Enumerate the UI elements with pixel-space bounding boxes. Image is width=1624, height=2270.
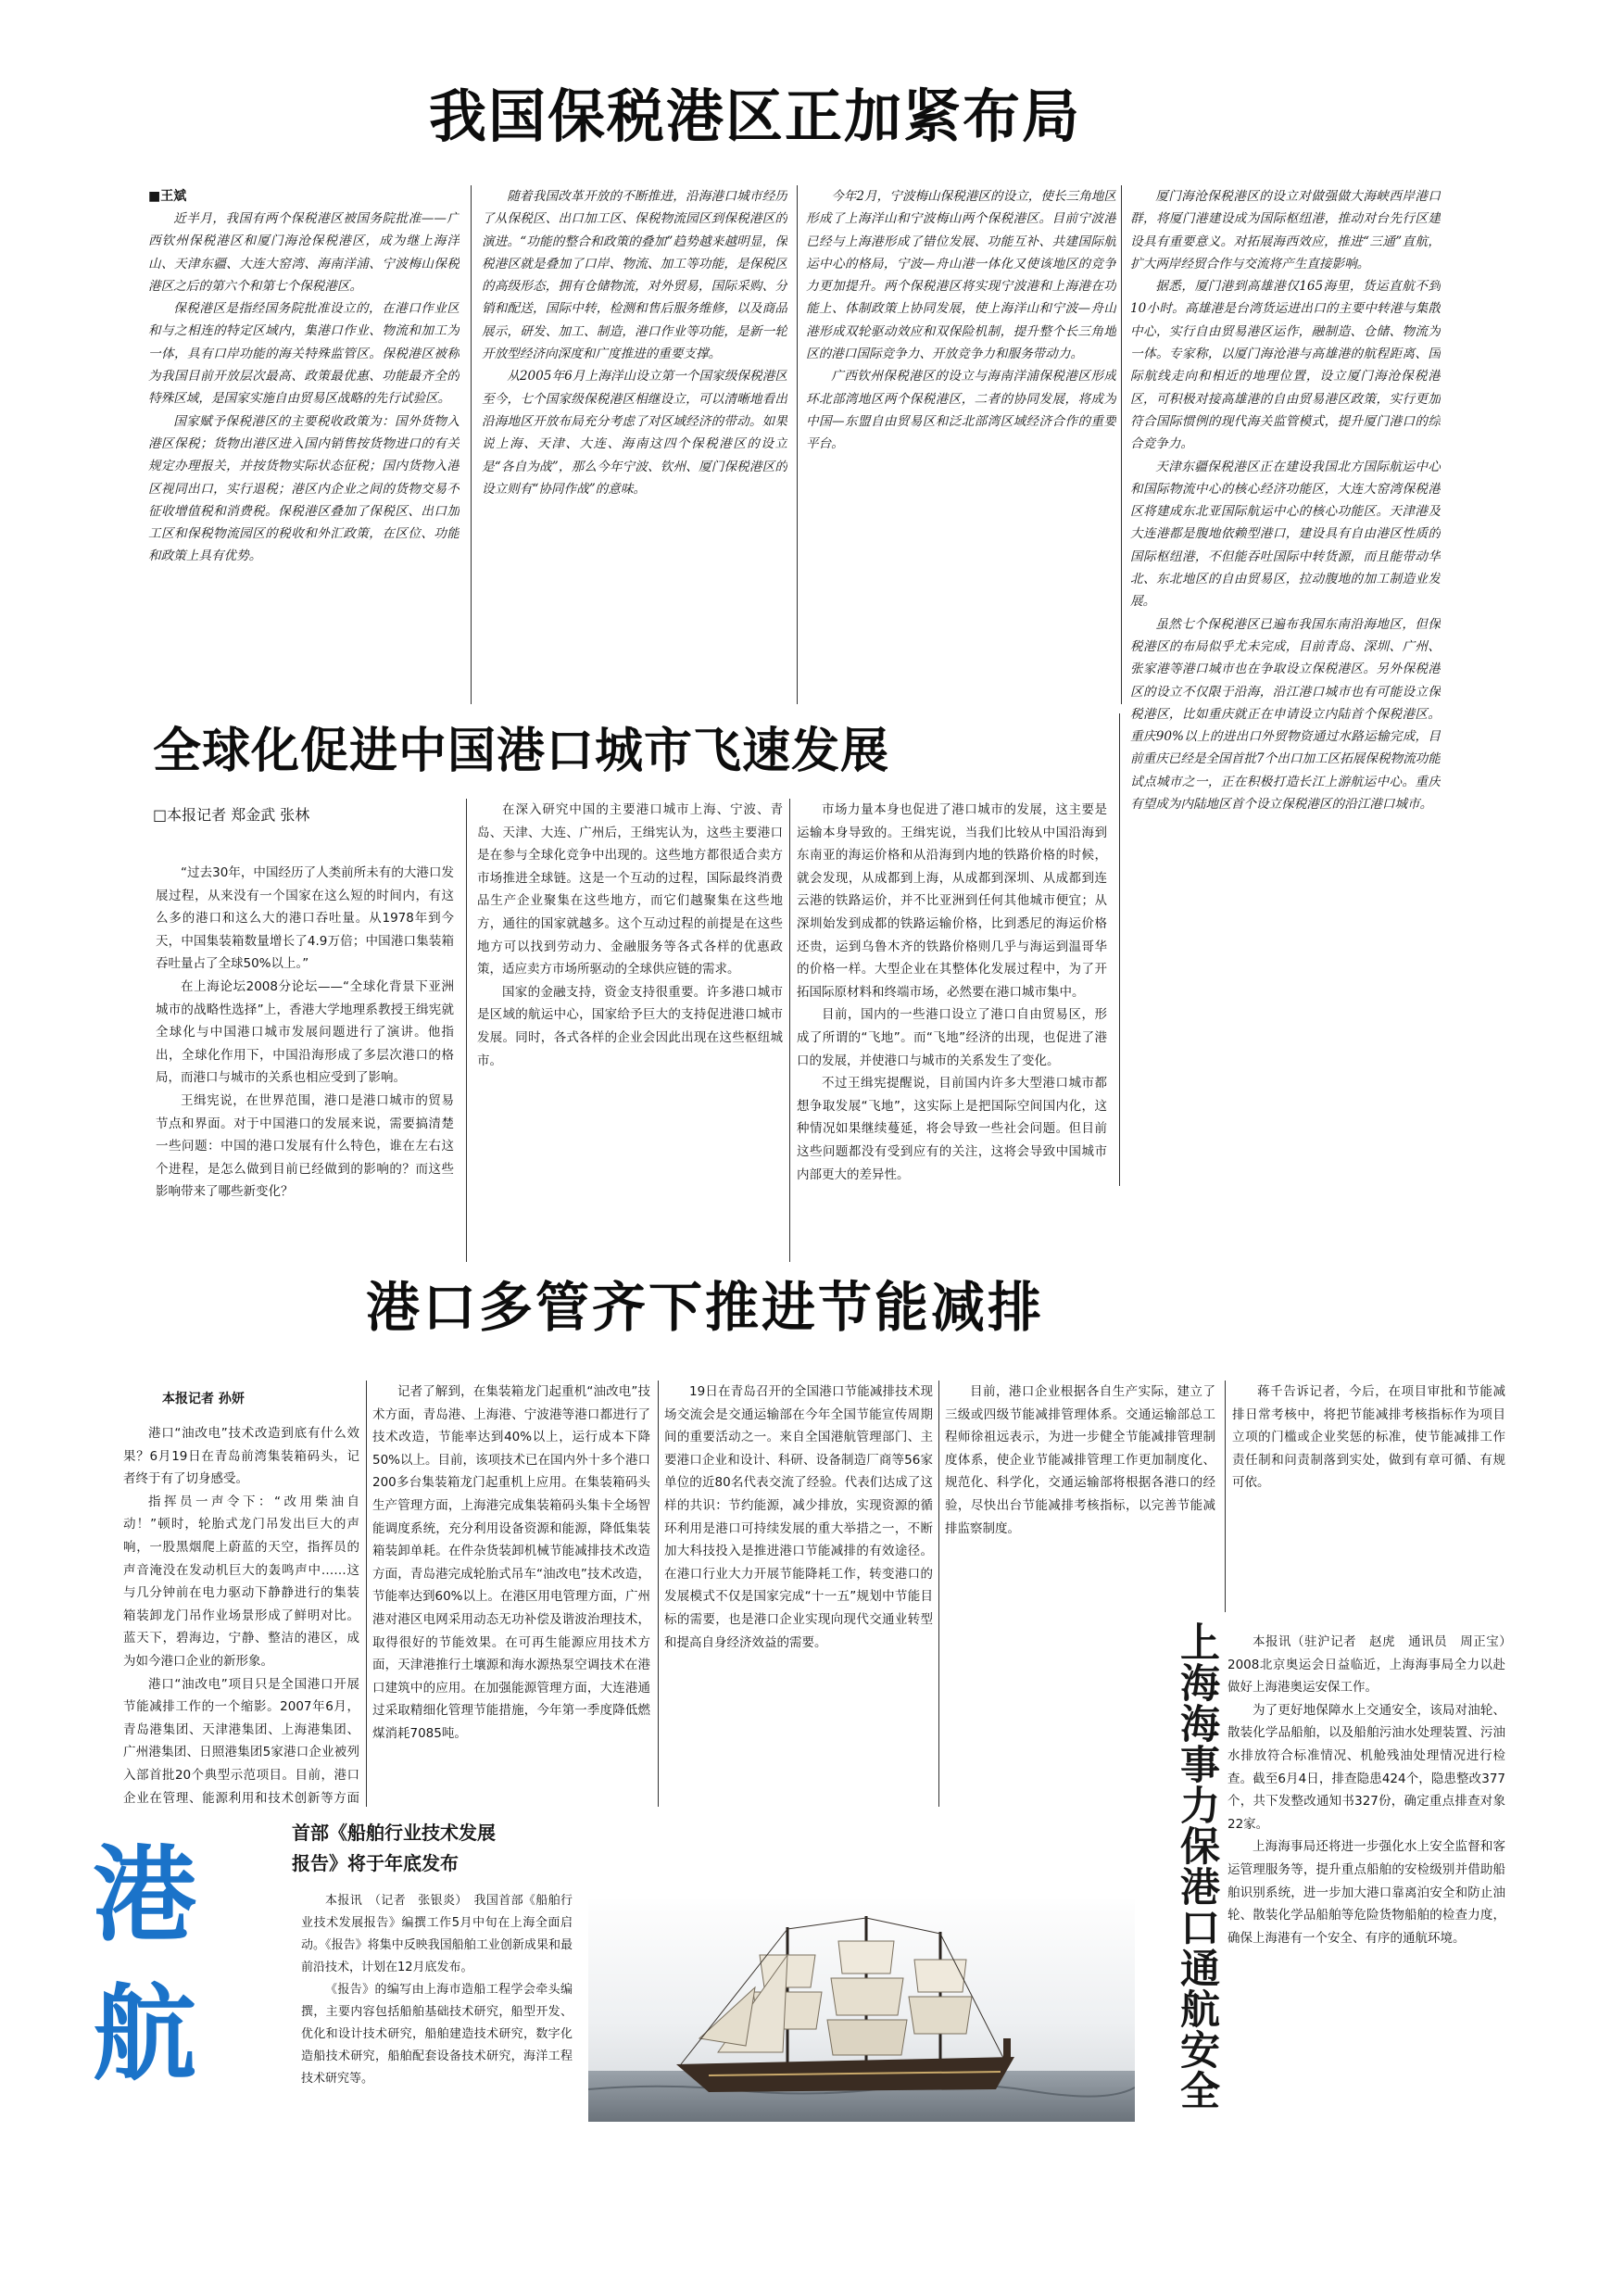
article2-paragraph: 国家的金融支持，资金支持很重要。许多港口城市是区域的航运中心，国家给予巨大的支持促进港口城市发展。同时，各式各样的企业会因此出现在这些枢纽城市。 bbox=[477, 984, 783, 1068]
article2-paragraph: 在深入研究中国的主要港口城市上海、宁波、青岛、天津、大连、广州后，王缉宪认为，这些主要港口是在参与全球化竞争中出现的。这些地方都很适合卖方市场推进全球链。这是一个互动的过程，国际最终消费品生产企业聚集在这些地方，而它们越聚集在这些地方，通往的国家就越多。这个互动过程的前提是在这些地方可以找到劳动力、金融服务等各式各样的优惠政策，适应卖方市场所驱动的全球供应链的需求。 bbox=[477, 802, 783, 977]
article3-paragraph: 港口“油改电”技术改造到底有什么效果？6月19日在青岛前湾集装箱码头，记者终于有了切身感受。 bbox=[123, 1426, 359, 1487]
section-badge-char: 港 bbox=[93, 1835, 196, 1956]
article1-byline: ■王斌 bbox=[148, 189, 187, 204]
column-divider bbox=[797, 185, 798, 704]
article2-paragraph: 在上海论坛2008分论坛——“全球化背景下亚洲城市的战略性选择”上，香港大学地理系教授王缉宪就全球化与中国港口城市发展问题进行了演讲。他指出，全球化作用下，中国沿海形成了多层次港口的格局，而港口与城市的关系也相应受到了影响。 bbox=[156, 978, 454, 1086]
sailing-ship-photo bbox=[588, 1899, 1135, 2122]
article2-headline: 全球化促进中国港口城市飞速发展 bbox=[153, 724, 890, 779]
column-divider bbox=[466, 799, 467, 1262]
article3-headline: 港口多管齐下推进节能减排 bbox=[366, 1276, 1045, 1339]
article1-paragraph: 随着我国改革开放的不断推进，沿海港口城市经历了从保税区、出口加工区、保税物流园区到保税港区的演进。“功能的整合和政策的叠加”趋势越来越明显，保税港区就是叠加了口岸、物流、加工等功能，是保税区的高级形态，拥有仓储物流，对外贸易，国际采购、分销和配送，国际中转，检测和售后服务维修，以及商品展示，研发、加工、制造，港口作业等功能，是新一轮开放型经济向深度和广度推进的重要支撑。 bbox=[482, 189, 787, 362]
column-divider bbox=[658, 1381, 659, 1807]
article2-paragraph: 不过王缉宪提醒说，目前国内许多大型港口城市都想争取发展“飞地”，这实际上是把国际空间国内化，这种情况如果继续蔓延，将会导致一些社会问题。但目前这些问题都没有受到应有的关注，这将会导致中国城市内部更大的差异性。 bbox=[797, 1076, 1107, 1182]
article5-headline: 上海海事力保港口通航安全 bbox=[1174, 1621, 1220, 2111]
article3-paragraph: 目前，港口企业根据各自生产实际，建立了三级或四级节能减排管理体系。交通运输部总工程师徐祖远表示，为进一步健全节能减排管理制度体系，使企业节能减排管理工作更加制度化、规范化、科学化，交通运输部将根据各港口的经验，尽快出台节能减排考核指标，以完善节能减排监察制度。 bbox=[945, 1384, 1215, 1536]
article3-paragraph: 港口“油改电”项目只是全国港口开展节能减排工作的一个缩影。2007年6月，青岛港集团、天津港集团、上海港集团、广州港集团、日照港集团5家港口企业被列入部首批20个典型示范项目。目前，港口企业在管理、能源利用和技术创新等方面 bbox=[123, 1676, 359, 1806]
article2-paragraph: 市场力量本身也促进了港口城市的发展，这主要是运输本身导致的。王缉宪说，当我们比较从中国沿海到东南亚的海运价格和从沿海到内地的铁路价格的时候，就会发现，从成都到上海，从成都到深圳、从成都到连云港的铁路运价，并不比亚洲到任何其他城市便宜；从深圳始发到成都的铁路运输价格，比到悉尼的海运价格还贵，运到乌鲁木齐的铁路价格则几乎与海运到温哥华的价格一样。大型企业在其整体化发展过程中，为了开拓国际原材料和终端市场，必然要在港口城市集中。 bbox=[797, 802, 1107, 1000]
article1-col3 bbox=[806, 185, 1116, 704]
article1-paragraph: 近半月，我国有两个保税港区被国务院批准——广西钦州保税港区和厦门海沧保税港区，成为继上海洋山、天津东疆、大连大窑湾、海南洋浦、宁波梅山保税港区之后的第六个和第七个保税港区。 bbox=[148, 211, 460, 294]
article1-paragraph: 天津东疆保税港区正在建设我国北方国际航运中心和国际物流中心的核心经济功能区，大连大窑湾保税港区将建成东北亚国际航运中心的核心功能区。天津港及大连港都是腹地依赖型港口，建设具有自由港区性质的国际枢纽港，不但能吞吐国际中转货源，而且能带动华北、东北地区的自由贸易区，拉动腹地的加工制造业发展。 bbox=[1130, 459, 1441, 610]
article1-paragraph: 广西钦州保税港区的设立与海南洋浦保税港区形成环北部湾地区两个保税港区，二者的协同发展，将成为中国—东盟自由贸易区和泛北部湾区域经济合作的重要平台。 bbox=[806, 369, 1116, 452]
article5-body bbox=[1227, 1631, 1505, 2187]
column-divider bbox=[1121, 185, 1122, 704]
article1-col4 bbox=[1130, 185, 1441, 1186]
article4-headline: 首部《船舶行业技术发展 bbox=[292, 1822, 496, 1844]
article4-headline: 报告》将于年底发布 bbox=[292, 1852, 459, 1874]
column-divider bbox=[366, 1381, 367, 1807]
article1-paragraph: 虽然七个保税港区已遍布我国东南沿海地区，但保税港区的布局似乎尤未完成，目前青岛、深圳、广州、张家港等港口城市也在争取设立保税港区。另外保税港区的设立不仅限于沿海，沿江港口城市也有可能设立保税港区，比如重庆就正在申请设立内陆首个保税港区。重庆90%以上的进出口外贸物资通过水路运输完成，目前重庆已经是全国首批7个出口加工区拓展保税物流功能试点城市之一，正在积极打造长江上游航运中心。重庆有望成为内陆地区首个设立保税港区的沿江港口城市。 bbox=[1130, 616, 1441, 813]
article3-col1 bbox=[123, 1422, 359, 1807]
article2-col3 bbox=[797, 799, 1107, 1265]
article3-paragraph: 记者了解到，在集装箱龙门起重机“油改电”技术方面，青岛港、上海港、宁波港等港口都进行了技术改造，节能率达到40%以上，运行成本下降50%以上。目前，该项技术已在国内外十多个港口200多台集装箱龙门起重机上应用。在集装箱码头生产管理方面，上海港完成集装箱码头集卡全场智能调度系统，充分利用设备资源和能源，降低集装箱装卸单耗。在件杂货装卸机械节能减排技术改造方面，青岛港完成轮胎式吊车“油改电”技术改造，节能率达到60%以上。在港区用电管理方面，广州港对港区电网采用动态无功补偿及谐波治理技术，取得很好的节能效果。在可再生能源应用技术方面，天津港推行土壤源和海水源热泵空调技术在港口建筑中的应用。在加强能源管理方面，大连港通过采取精细化管理节能措施，今年第一季度降低燃煤消耗7085吨。 bbox=[372, 1384, 650, 1741]
article3-col3 bbox=[664, 1381, 933, 1807]
article1-paragraph: 国家赋予保税港区的主要税收政策为：国外货物入港区保税；货物出港区进入国内销售按货物进口的有关规定办理报关，并按货物实际状态征税；国内货物入港区视同出口，实行退税；港区内企业之间的货物交易不征收增值税和消费税。保税港区叠加了保税区、出口加工区和保税物流园区的税收和外汇政策，在区位、功能和政策上具有优势。 bbox=[148, 413, 460, 564]
article3-paragraph: 指挥员一声令下：“改用柴油自动！”顿时，轮胎式龙门吊发出巨大的声响，一股黑烟爬上蔚蓝的天空，指挥员的声音淹没在发动机巨大的轰鸣声中……这与几分钟前在电力驱动下静静进行的集装箱装卸龙门吊作业场景形成了鲜明对比。蓝天下，碧海边，宁静、整洁的港区，成为如今港口企业的新形象。 bbox=[123, 1494, 359, 1669]
column-divider bbox=[1225, 1381, 1226, 1612]
article5-paragraph: 本报讯（驻沪记者 赵虎 通讯员 周正宝） 2008北京奥运会日益临近，上海海事局全力以赴做好上海港奥运安保工作。 bbox=[1227, 1634, 1505, 1696]
article2-col1 bbox=[156, 862, 454, 1265]
article1-headline: 我国保税港区正加紧布局 bbox=[429, 82, 1082, 150]
article3-col5 bbox=[1232, 1381, 1505, 1621]
article1-paragraph: 从2005年6月上海洋山设立第一个国家级保税港区至今，七个国家级保税港区相继设立，可以清晰地看出沿海地区开放布局充分考虑了对区域经济的带动。如果说上海、天津、大连、海南这四个保税港区的设立是“各自为战”，那么今年宁波、钦州、厦门保税港区的设立则有“协同作战”的意味。 bbox=[482, 369, 787, 497]
column-divider bbox=[938, 1381, 939, 1807]
article5-paragraph: 为了更好地保障水上交通安全，该局对油轮、散装化学品船舶，以及船舶污油水处理装置、污油水排放符合标准情况、机舱残油处理情况进行检查。截至6月4日，排查隐患424个，隐患整改377个，共下发整改通知书327份，确定重点排查对象22家。 bbox=[1227, 1702, 1505, 1832]
article5-paragraph: 上海海事局还将进一步强化水上安全监督和客运管理服务等，提升重点船舶的安检级别并借助船舶识别系统，进一步加大港口靠离泊安全和防止油轮、散装化学品船舶等危险货物船舶的检查力度，确保上海港有一个安全、有序的通航环境。 bbox=[1227, 1839, 1505, 1946]
article2-paragraph: 目前，国内的一些港口设立了港口自由贸易区，形成了所谓的“飞地”。而“飞地”经济的出现，也促进了港口的发展，并使港口与城市的关系发生了变化。 bbox=[797, 1007, 1107, 1068]
article1-paragraph: 据悉，厦门港到高雄港仅165海里，货运直航不到10小时。高雄港是台湾货运进出口的主要中转港与集散中心，实行自由贸易港区运作，融制造、仓储、物流为一体。专家称，以厦门海沧港与高雄港的航程距离、国际航线走向和相近的地理位置，设立厦门海沧保税港区，可积极对接高雄港的自由贸易港区政策，实行更加符合国际惯例的现代海关监管模式，提升厦门港口的综合竞争力。 bbox=[1130, 279, 1441, 452]
article2-byline: □本报记者 郑金武 张林 bbox=[153, 806, 310, 824]
article4-paragraph: 本报讯 （记者 张银炎） 我国首部《船舶行业技术发展报告》编撰工作5月中旬在上海全面启动。《报告》将集中反映我国船舶工业创新成果和最前沿技术，计划在12月底发布。 bbox=[301, 1894, 573, 1974]
article3-col2 bbox=[372, 1381, 650, 1807]
article1-col2 bbox=[482, 185, 787, 704]
article1-paragraph: 厦门海沧保税港区的设立对做强做大海峡西岸港口群，将厦门港建设成为国际枢纽港，推动对台先行区建设具有重要意义。对拓展海西效应，推进“三通”直航，扩大两岸经贸合作与交流将产生直接影响。 bbox=[1130, 189, 1441, 271]
column-divider bbox=[1119, 713, 1120, 1186]
article3-byline: 本报记者 孙妍 bbox=[162, 1392, 245, 1406]
article3-paragraph: 19日在青岛召开的全国港口节能减排技术现场交流会是交通运输部在今年全国节能宣传周期间的重要活动之一。来自全国港航管理部门、主要港口企业和设计、科研、设备制造厂商等56家单位的近80名代表交流了经验。代表们达成了这样的共识：节约能源，减少排放，实现资源的循环利用是港口可持续发展的重大举措之一，不断加大科技投入是推进港口节能减排的有效途径。在港口行业大力开展节能降耗工作，转变港口的发展模式不仅是国家完成“十一五”规划中节能目标的需要，也是港口企业实现向现代交通业转型和提高自身经济效益的需要。 bbox=[664, 1384, 933, 1650]
article4-body bbox=[301, 1890, 573, 2142]
article1-col1 bbox=[148, 208, 460, 705]
article3-paragraph: 蒋千告诉记者，今后，在项目审批和节能减排日常考核中，将把节能减排考核指标作为项目立项的门槛或企业奖惩的标准，使节能减排工作责任制和问责制落到实处，做到有章可循、有规可依。 bbox=[1232, 1384, 1505, 1491]
article1-paragraph: 保税港区是指经国务院批准设立的，在港口作业区和与之相连的特定区域内，集港口作业、物流和加工为一体，具有口岸功能的海关特殊监管区。保税港区被称为我国目前开放层次最高、政策最优惠、功能最齐全的特殊区域，是国家实施自由贸易区战略的先行试验区。 bbox=[148, 301, 460, 407]
article1-paragraph: 今年2月，宁波梅山保税港区的设立，使长三角地区形成了上海洋山和宁波梅山两个保税港区。目前宁波港已经与上海港形成了错位发展、功能互补、共建国际航运中心的格局，宁波—舟山港一体化又使该地区的竞争力更加提升。两个保税港区将实现宁波港和上海港在功能上、体制政策上协同发展，使上海洋山和宁波—舟山港形成双轮驱动效应和双保险机制，提升整个长三角地区的港口国际竞争力、开放竞争力和服务带动力。 bbox=[806, 189, 1116, 362]
article2-col2 bbox=[477, 799, 783, 1265]
column-divider bbox=[789, 799, 790, 1262]
section-badge-char: 航 bbox=[93, 1974, 196, 2095]
article2-paragraph: 王缉宪说，在世界范围，港口是港口城市的贸易节点和界面。对于中国港口的发展来说，需要搞清楚一些问题：中国的港口发展有什么特色，谁在左右这个进程，是怎么做到目前已经做到的影响的？而这些影响带来了哪些新变化？ bbox=[156, 1092, 454, 1200]
article4-paragraph: 《报告》的编写由上海市造船工程学会牵头编撰，主要内容包括船舶基础技术研究，船型开发、优化和设计技术研究，船舶建造技术研究，数字化造船技术研究，船舶配套设备技术研究，海洋工程技术研究等。 bbox=[301, 1983, 573, 2086]
column-divider bbox=[471, 185, 472, 704]
article2-paragraph: “过去30年，中国经历了人类前所未有的大港口发展过程，从来没有一个国家在这么短的时间内，有这么多的港口和这么大的港口吞吐量。从1978年到今天，中国集装箱数量增长了4.9万倍；中国港口集装箱吞吐量占了全球50%以上。” bbox=[156, 865, 454, 972]
